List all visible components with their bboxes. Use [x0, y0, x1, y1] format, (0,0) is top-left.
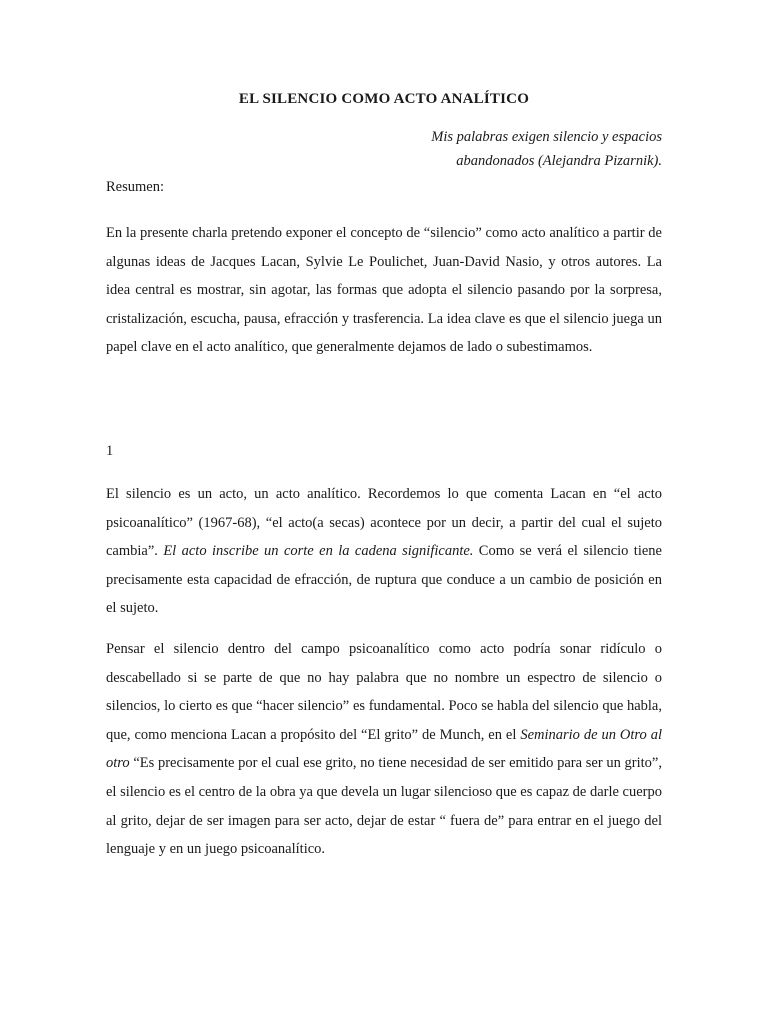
paragraph-1-text-end: Como se verá el silencio tiene precisamente esta capacidad de efracción, de ruptura que conduce a un cambio de posición en el sujeto.: [106, 543, 662, 617]
paragraph-2-text-start: Pensar el silencio dentro del campo psicoanalítico como acto podría sonar ridículo o descabellado si se parte de que no hay palabra que no nombre un espectro de silencio o silencios, lo cierto es que “hacer silencio” es fundamental. Poco se habla del silencio que habla, que, como menciona Lacan a propósito del “El grito” de Munch, en el: [106, 641, 662, 743]
abstract-paragraph: En la presente charla pretendo exponer el concepto de “silencio” como acto analítico a partir de algunas ideas de Jacques Lacan, Sylvie Le Poulichet, Juan-David Nasio, y otros autores. La idea central es mostrar, sin agotar, las formas que adopta el silencio pasando por la sorpresa, cristalización, escucha, pausa, efracción y trasferencia. La idea clave es que el silencio juega un papel clave en el acto analítico, que generalmente dejamos de lado o subestimamos.: [106, 225, 662, 356]
epigraph-line-1: Mis palabras exigen silencio y espacios: [431, 129, 662, 145]
paragraph-1-italic-quote: El acto inscribe un corte en la cadena significante.: [163, 543, 474, 560]
section-number: 1: [106, 443, 114, 459]
epigraph-line-2: abandonados (Alejandra Pizarnik).: [456, 153, 662, 169]
paragraph-2-italic-title: Seminario de un Otro al otro: [106, 726, 662, 772]
epigraph: [302, 125, 662, 173]
paragraph-2-text-end: “Es precisamente por el cual ese grito, no tiene necesidad de ser emitido para ser un grito”, el silencio es el centro de la obra ya que devela un lugar silencioso que es capaz de darle cuerpo al grito, dejar de ser imagen para ser acto, dejar de estar “ fuera de” para entrar en el juego del lenguaje y en un juego psicoanalítico.: [106, 755, 662, 858]
document-title: EL SILENCIO COMO ACTO ANALÍTICO: [238, 91, 530, 107]
paragraph-1-text-start: El silencio es un acto, un acto analítico. Recordemos lo que comenta Lacan en “el acto psicoanalítico” (1967-68), “el acto(a secas) acontece por un decir, a partir del cual el sujeto cambia”.: [106, 486, 662, 560]
body-paragraph-2: [106, 635, 662, 864]
body-paragraph-1: [106, 480, 662, 623]
abstract-label: Resumen:: [106, 179, 164, 195]
